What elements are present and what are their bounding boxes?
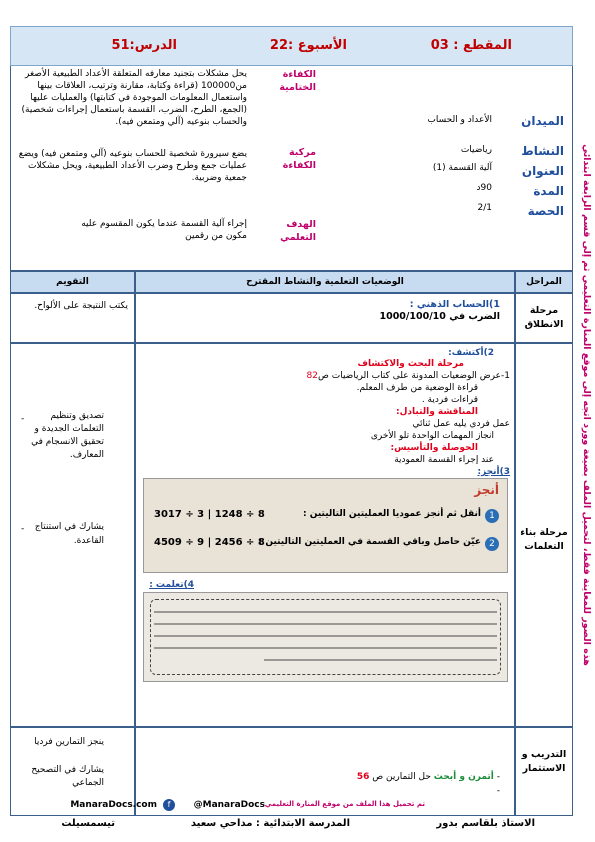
mental-calc-text: الضرب في 1000/100/10 — [379, 311, 500, 322]
activity-value: رياضيات — [460, 145, 492, 155]
row2-stage-cell — [515, 343, 573, 727]
search-title: مرحلة البحث والاكتشاف — [357, 359, 464, 369]
book-q1: أنقل ثم أنجز عموديا العمليتين التاليتين : — [303, 509, 481, 519]
synth-title: الحوصلة والتأسيس: — [390, 443, 478, 453]
footer-social: @ManaraDocs — [193, 800, 265, 810]
footer-teacher: الاستاذ بلقاسم بدور — [436, 818, 535, 829]
row2-eval-dash-1: - — [21, 414, 25, 424]
apply-title: 3)أنجز: — [477, 467, 510, 477]
practice-text: حل التمارين ص — [372, 772, 431, 782]
duration-value: 90د — [476, 183, 492, 193]
rule-line-3 — [154, 635, 497, 637]
session-value: 2/1 — [477, 203, 492, 213]
practice-green: أتمرن و أبحث — [433, 772, 494, 782]
session-label: الحصة — [527, 204, 564, 218]
footer-site: ManaraDocs.com — [70, 800, 157, 810]
practice-dash: - — [496, 786, 500, 796]
book-title: أنجز — [474, 483, 499, 497]
footer-school: المدرسة الابتدائية : مداحي سعيد — [190, 818, 350, 829]
row3-eval-1: ينجز التمارين فرديا — [34, 737, 104, 747]
side-watermark-text: هذه الصور للمعاينة فقط، لتحميل الملف بصيغة وورد اتجه إلى موقع المنارة التعليمي ثم إلى قسم الرابعة ابتدائي — [581, 144, 592, 666]
field-value: الأعداد و الحساب — [427, 115, 492, 125]
title-value: آلية القسمة (1) — [432, 163, 492, 173]
practice-line: - أتمرن و أبحث حل التمارين ص 56 — [356, 772, 500, 782]
read2-text: قراءات فردية . — [421, 395, 478, 405]
facebook-icon: f — [163, 799, 175, 811]
present-line — [307, 371, 510, 381]
lesson-label: الدرس:51 — [111, 38, 177, 53]
row1-eval-cell — [10, 293, 135, 343]
objective-label: الهدف التعلمي — [280, 219, 316, 243]
book-q1-badge: 1 — [485, 509, 499, 523]
discover-title: 2)أكتشف: — [448, 348, 494, 358]
footer — [0, 796, 595, 842]
read1-text: قراءة الوضعية من طرف المعلم. — [356, 383, 478, 393]
col-stages-header: المراحل — [515, 271, 573, 293]
lesson-info-block — [10, 66, 573, 271]
row2-activity-cell — [135, 343, 515, 727]
sequence-label: المقطع : 03 — [430, 38, 512, 53]
component-text: يضع سيرورة شخصية للحساب بنوعيه (آلي ومتمعن فيه) ويضع عمليات جمع وطرح وضرب الأعداد الطبيعية، ويحل مشكلات جمعية وضربية. — [18, 149, 247, 183]
title-label: العنوان — [521, 164, 564, 178]
row2-eval-dash-2: - — [21, 524, 25, 534]
work-text: عمل فردي يليه عمل ثنائي — [412, 419, 510, 429]
row2-eval-cell — [10, 343, 135, 727]
col-activities-header: الوضعيات التعلمية والنشاط المقترح — [135, 271, 515, 293]
tasks-text: انجاز المهمات الواحدة تلو الأخرى — [370, 431, 494, 441]
row3-stage: التدريب و الاستثمار — [521, 749, 567, 774]
target-comp-text: يحل مشكلات بتجنيد معارفه المتعلقة الأعداد الطبيعية الأصغر من100000 (قراءة وكتابة، مقارنة وترتيب، العلاقات بينها واستعمال المعلومات الموجودة في كتابتها) والعمليات عليها (الجمع، الطرح، الضرب، القسمة باستعمال إجراءات شخصية) والحساب بنوعيه (آلي ومتمعن فيه). — [21, 69, 247, 127]
mental-calc-title: 1)الحساب الذهني : — [409, 299, 500, 310]
book-q2: عيّن حاصل وباقي القسمة في العمليتين التاليتين : — [258, 537, 481, 547]
field-label: الميدان — [521, 114, 564, 128]
row2-stage: مرحلة بناء التعلمات — [520, 527, 568, 552]
header-band — [10, 26, 573, 66]
objective-text: إجراء آلية القسمة عندما يكون المقسوم عليه مكون من رقمين — [81, 219, 247, 241]
learn-title: 4)تعلمت : — [149, 580, 194, 590]
footer-credit: تم تحميل هذا الملف من موقع المنارة التعليمي — [264, 800, 425, 808]
textbook-exercise-image — [143, 478, 508, 573]
target-comp-label: الكفاءة الختامية — [279, 69, 316, 93]
present-text: 1-عرض الوضعيات المدونة على كتاب الرياضيات ص — [318, 371, 510, 381]
duration-label: المدة — [533, 184, 564, 198]
component-label: مركبة الكفاءة — [282, 147, 316, 171]
footer-city: تيسمسيلت — [61, 818, 115, 829]
row1-stage: مرحلة الانطلاق — [524, 305, 564, 330]
rule-line-5 — [264, 659, 497, 661]
rule-line-4 — [154, 647, 497, 649]
book-q2-badge: 2 — [485, 537, 499, 551]
row1-eval: يكتب النتيجة على الألواح. — [34, 301, 128, 311]
present-page: 82 — [306, 371, 318, 381]
week-label: الأسبوع :22 — [269, 38, 347, 53]
activity-label: النشاط — [521, 144, 564, 158]
row3-eval-2: يشارك في التصحيح الجماعي — [31, 765, 104, 788]
col-eval-header: التقويم — [10, 271, 135, 293]
book-q1-ops: 3017 ÷ 3 | 1248 ÷ 8 — [154, 509, 265, 520]
discuss-title: المناقشة والتبادل: — [395, 407, 478, 417]
lesson-sheet — [10, 26, 573, 816]
row2-eval-1: تصديق وتنظيم التعلمات الجديدة و تحقيق الانسجام في المعارف. — [31, 411, 104, 460]
book-q2-ops: 4509 ÷ 9 | 2456 ÷ 8 — [154, 537, 265, 548]
synth-text: عند إجراء القسمة العمودية — [394, 455, 494, 465]
side-watermark — [578, 40, 594, 770]
row1-activity-cell — [135, 293, 515, 343]
row2-eval-2: يشارك في استنتاج القاعدة. — [34, 522, 104, 546]
practice-page: 56 — [356, 772, 370, 782]
rule-line-1 — [154, 611, 497, 613]
rule-line-2 — [154, 623, 497, 625]
row1-stage-cell — [515, 293, 573, 343]
activity-table — [10, 271, 573, 816]
textbook-rule-image — [143, 592, 508, 682]
